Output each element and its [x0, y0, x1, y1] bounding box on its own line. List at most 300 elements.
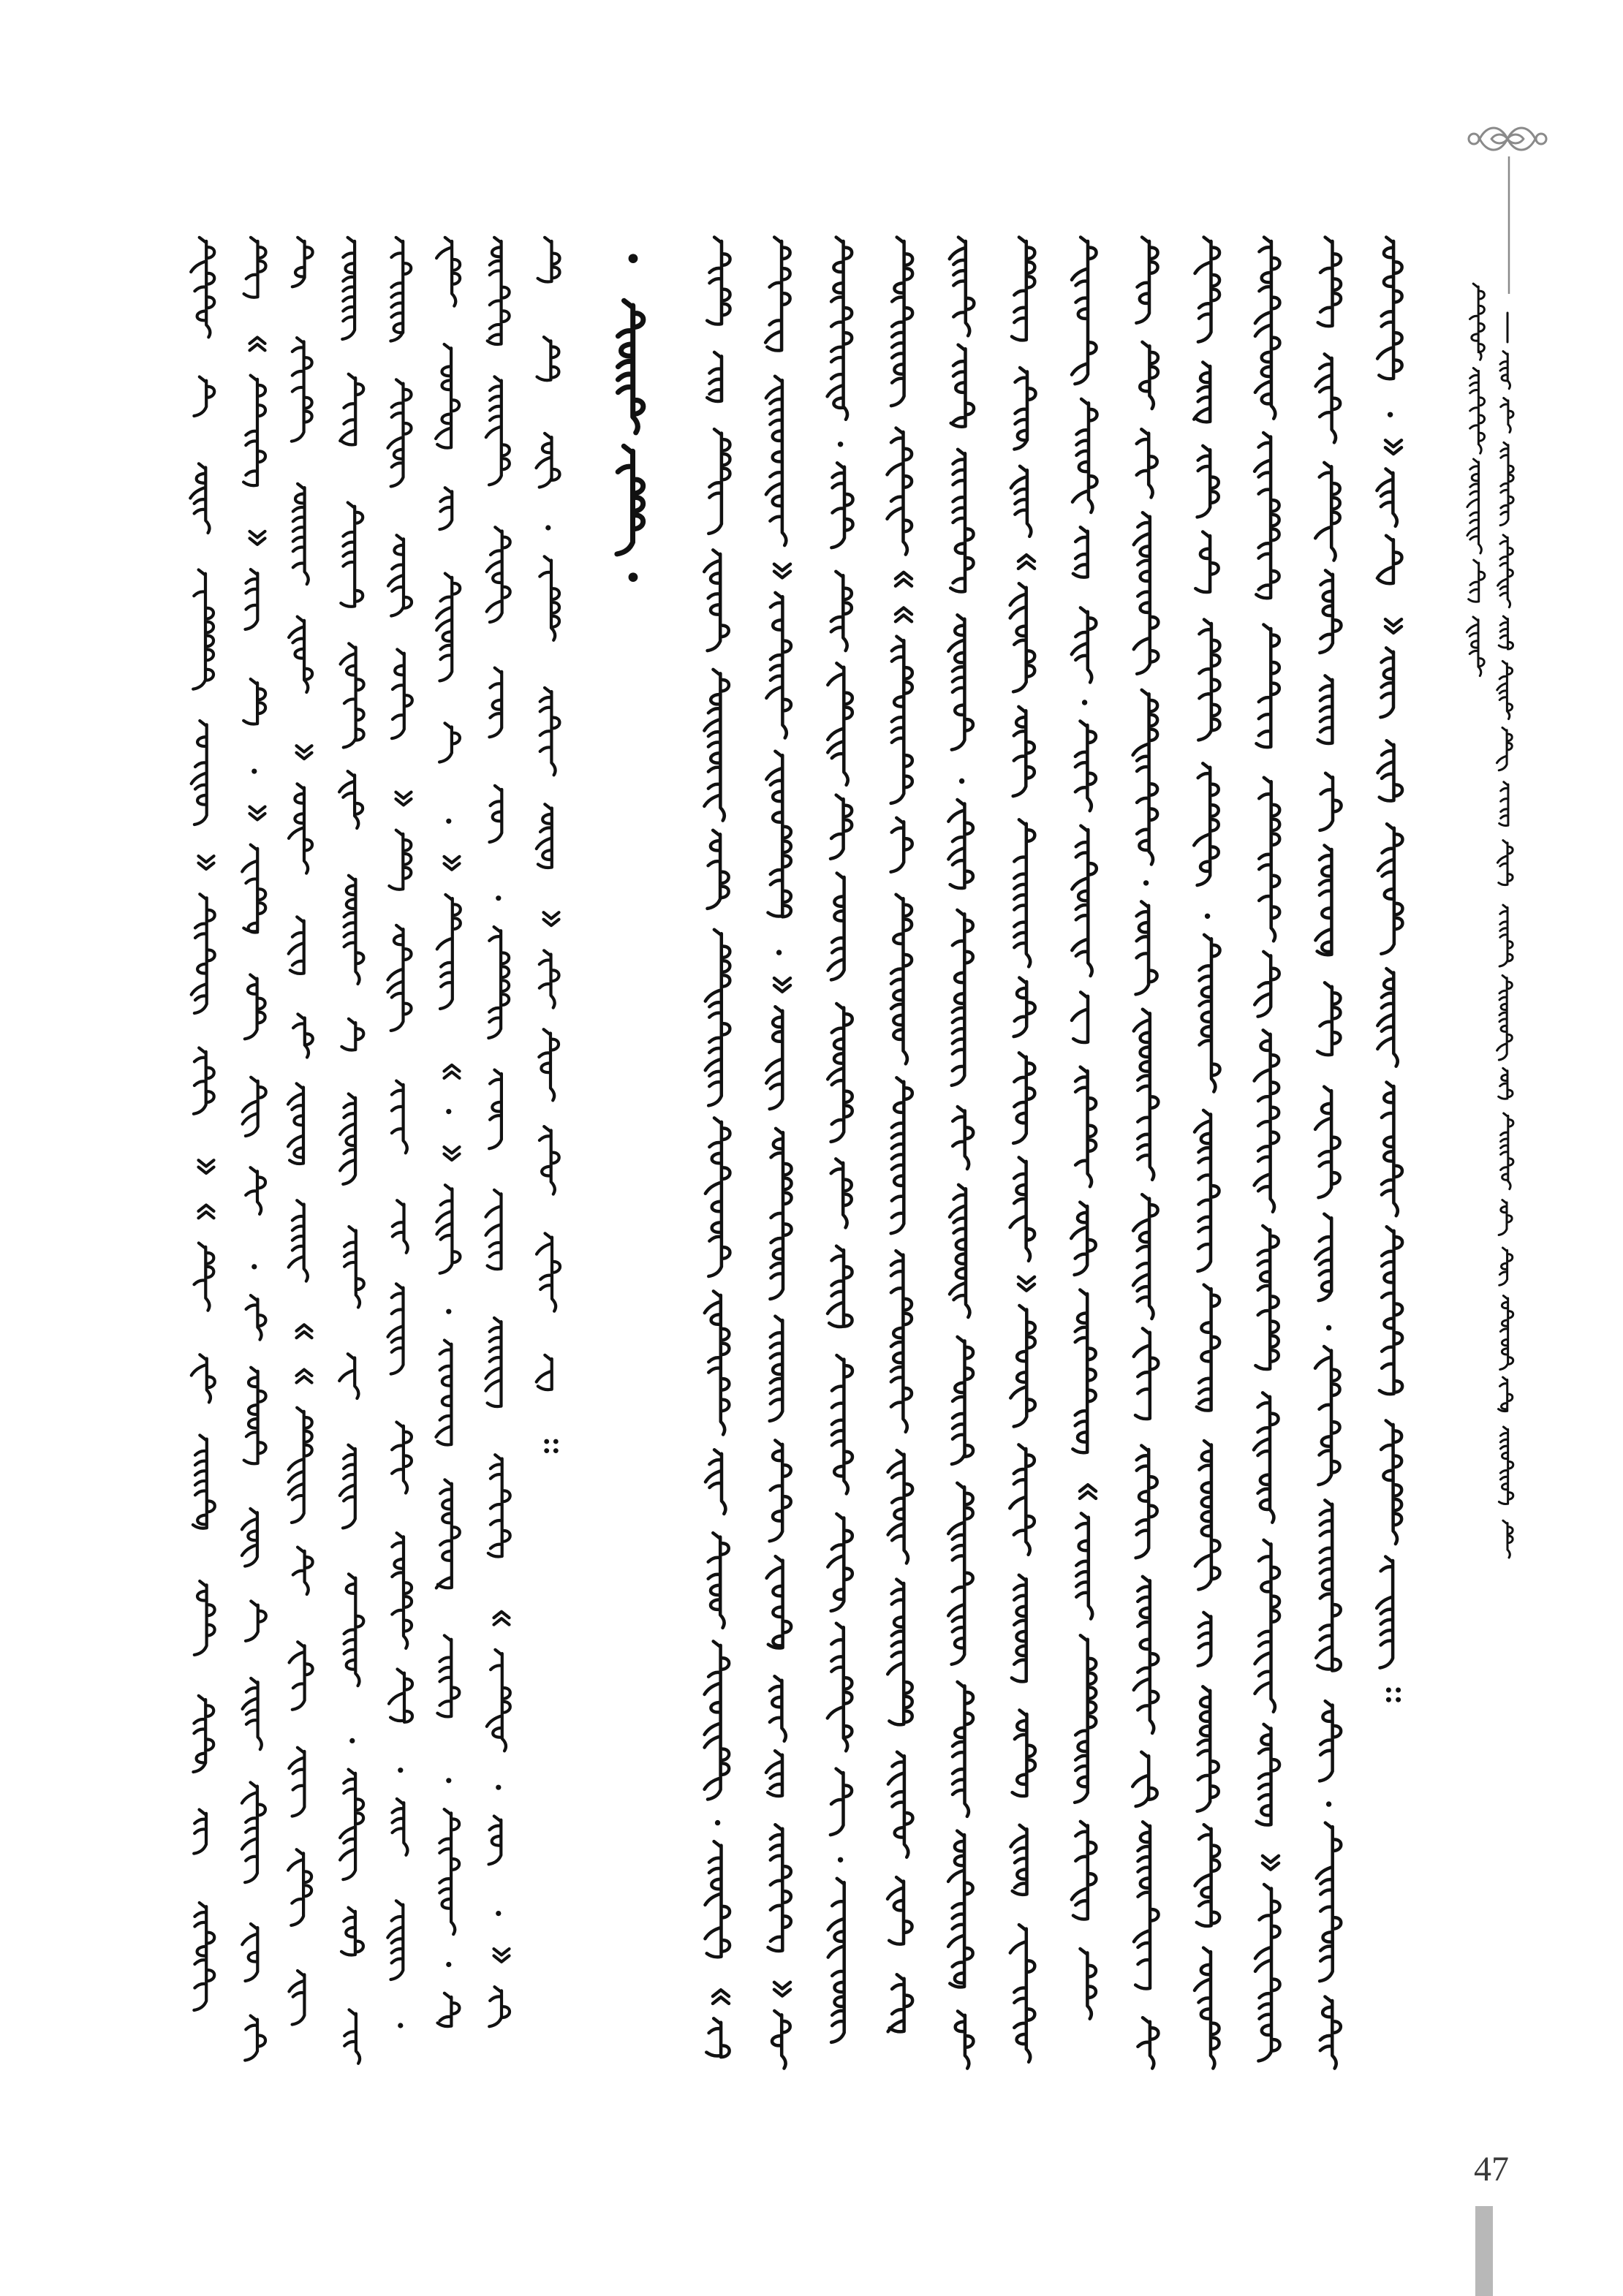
script-word: [831, 1159, 852, 1227]
script-word: [436, 238, 460, 306]
script-word: [1255, 1226, 1278, 1369]
script-word: [439, 1809, 459, 1934]
script-word: [242, 845, 265, 933]
script-word: [439, 488, 452, 529]
script-word: [1381, 1420, 1401, 1544]
close-quote-mark: [444, 1147, 460, 1160]
script-word: [339, 1354, 358, 1398]
close-quote-mark: [199, 1160, 214, 1173]
script-word: [243, 1678, 262, 1749]
script-word: [948, 800, 973, 888]
running-head-word: [1470, 368, 1485, 454]
script-word: [290, 1642, 313, 1710]
running-head-word: [1499, 1200, 1512, 1235]
script-word: [705, 1450, 725, 1514]
ornament-inner-loop: [1491, 134, 1524, 143]
middle-dot-mark: [1326, 1801, 1331, 1806]
script-word: [1198, 1686, 1219, 1811]
script-word: [891, 1251, 912, 1432]
middle-dot-mark: [545, 525, 551, 530]
script-word: [1011, 466, 1031, 537]
script-word: [828, 874, 844, 980]
script-word: [1255, 1030, 1279, 1212]
script-word: [192, 721, 207, 825]
script-word: [1257, 625, 1279, 748]
text-column: [828, 238, 853, 2042]
script-word: [708, 429, 730, 534]
script-word: [490, 786, 502, 842]
script-word: [289, 1200, 308, 1281]
middle-dot-mark: [251, 769, 257, 774]
middle-dot-mark: [1205, 914, 1210, 919]
close-quote-mark: [1385, 440, 1401, 454]
script-word: [487, 1650, 510, 1751]
script-word: [705, 1641, 730, 1799]
script-word: [1133, 690, 1158, 865]
script-word: [292, 238, 313, 287]
script-word: [891, 818, 912, 872]
verse-column: [537, 238, 561, 1453]
script-word: [486, 1190, 502, 1269]
middle-dot-mark: [446, 1962, 451, 1967]
script-word: [539, 1029, 559, 1100]
script-word: [1377, 536, 1402, 584]
script-word: [387, 1901, 403, 1979]
script-word: [344, 2009, 360, 2063]
script-word: [950, 1185, 969, 1317]
script-word: [766, 751, 791, 917]
script-word: [392, 1422, 412, 1493]
script-word: [766, 1751, 782, 1796]
close-quote-mark: [774, 978, 790, 992]
script-word: [393, 1799, 408, 1855]
script-word: [289, 617, 312, 692]
script-word: [436, 344, 459, 448]
script-word: [952, 910, 973, 1086]
script-word: [948, 615, 973, 749]
sentence-end-mark: [1386, 1688, 1401, 1702]
script-word: [1134, 1822, 1159, 1988]
edge-thumb-tab: [1475, 2206, 1493, 2296]
verse-column: [339, 238, 364, 2064]
script-word: [1318, 238, 1341, 327]
open-quote-mark: [896, 572, 912, 586]
script-word: [537, 804, 552, 868]
running-head-word: [1499, 1248, 1513, 1285]
open-quote-mark: [1018, 555, 1034, 569]
script-word: [537, 1355, 552, 1390]
script-word: [339, 771, 363, 828]
middle-dot-mark: [838, 442, 843, 447]
text-column: [1254, 238, 1280, 2061]
script-word: [770, 1129, 791, 1299]
open-quote-mark: [444, 1065, 460, 1078]
close-quote-mark: [250, 807, 265, 820]
script-word: [1378, 824, 1403, 954]
script-word: [344, 1227, 364, 1307]
text-column: [948, 238, 974, 2069]
script-word: [1316, 1500, 1341, 1670]
script-word: [1132, 1752, 1157, 1806]
script-word: [1198, 1613, 1211, 1666]
script-word: [1198, 620, 1219, 740]
script-word: [828, 1624, 852, 1751]
end-mark-dot: [1386, 1688, 1391, 1693]
script-word: [1134, 1009, 1159, 1180]
script-word: [540, 1126, 559, 1194]
script-word: [707, 352, 722, 401]
script-word: [192, 894, 215, 1013]
script-word: [891, 637, 912, 803]
running-head-word: [1499, 1377, 1513, 1412]
script-word: [488, 1455, 510, 1556]
middle-dot-mark: [446, 1109, 451, 1114]
script-word: [888, 1974, 913, 2031]
script-word: [388, 379, 412, 486]
script-word: [1255, 238, 1280, 419]
script-word: [242, 1509, 257, 1566]
script-word: [340, 374, 363, 445]
script-word: [950, 450, 973, 592]
script-word: [1194, 363, 1210, 423]
script-word: [1136, 238, 1157, 323]
script-word: [1315, 1214, 1331, 1301]
middle-dot-mark: [398, 2023, 403, 2028]
open-quote-mark: [1080, 1485, 1096, 1499]
script-word: [1072, 399, 1097, 512]
script-word: [193, 1435, 215, 1528]
script-word: [891, 1077, 912, 1233]
open-quote-mark: [713, 1990, 729, 2004]
verse-column: [242, 238, 266, 2061]
script-word: [486, 1318, 502, 1406]
script-word: [707, 238, 730, 325]
script-word: [708, 830, 729, 909]
middle-dot-mark: [349, 1738, 355, 1743]
script-word: [831, 1769, 852, 1835]
script-word: [388, 925, 412, 1031]
script-word: [437, 895, 461, 1009]
script-word: [1010, 1306, 1035, 1427]
script-word: [289, 1971, 304, 2025]
middle-dot-mark: [251, 1264, 257, 1269]
script-word: [1072, 607, 1097, 682]
text-column: [1194, 238, 1219, 2069]
running-head-word: [1497, 975, 1513, 1060]
running-head-word: [1500, 442, 1513, 525]
script-word: [246, 1601, 266, 1640]
open-quote-mark: [494, 1612, 510, 1625]
script-word: [243, 679, 265, 724]
script-word: [540, 556, 559, 640]
running-head-line: [1497, 352, 1514, 1558]
script-word: [390, 238, 411, 341]
close-quote-mark: [1018, 1277, 1034, 1291]
script-word: [772, 2011, 790, 2069]
running-head-word: [1497, 727, 1513, 770]
script-word: [708, 1533, 729, 1628]
middle-dot-mark: [776, 950, 782, 955]
script-word: [194, 1903, 214, 2010]
sentence-end-mark: [544, 1439, 558, 1453]
script-word: [537, 337, 559, 380]
heading-word: [618, 300, 643, 433]
script-word: [289, 1408, 312, 1523]
script-word: [1072, 238, 1097, 384]
text-column: [765, 238, 791, 2069]
script-word: [888, 428, 912, 555]
script-word: [1014, 819, 1034, 966]
script-word: [341, 643, 364, 747]
script-word: [1255, 433, 1279, 598]
script-word: [1014, 978, 1035, 1037]
script-word: [1198, 446, 1219, 518]
script-word: [489, 668, 502, 738]
text-column: [704, 238, 730, 2058]
script-word: [293, 484, 309, 584]
running-head: [1467, 284, 1513, 1558]
script-word: [1315, 1087, 1340, 1198]
script-word: [342, 238, 355, 339]
close-quote-mark: [544, 912, 559, 925]
script-word: [537, 1233, 560, 1311]
running-head-word: [1501, 1113, 1513, 1189]
script-word: [831, 795, 852, 859]
script-word: [1259, 778, 1279, 941]
script-word: [888, 1752, 913, 1857]
script-word: [1195, 1441, 1220, 1589]
running-head-word: [1497, 661, 1513, 719]
script-word: [1377, 1557, 1393, 1668]
script-word: [439, 723, 460, 762]
script-word: [1133, 1194, 1158, 1319]
script-word: [828, 1004, 852, 1142]
middle-dot-mark: [496, 1911, 501, 1916]
script-word: [242, 1924, 257, 1981]
script-word: [1134, 1577, 1159, 1733]
close-quote-mark: [1263, 1856, 1279, 1870]
script-word: [1136, 901, 1157, 994]
text-column: [1132, 238, 1158, 2069]
script-word: [1197, 1285, 1219, 1411]
script-word: [488, 927, 509, 1038]
end-mark-dot: [544, 1439, 549, 1444]
page-number: 47: [1474, 2150, 1509, 2189]
script-word: [489, 1070, 502, 1149]
script-word: [1377, 969, 1397, 1066]
script-word: [486, 376, 510, 485]
script-word: [389, 1670, 412, 1722]
end-mark-dot: [553, 1439, 559, 1444]
script-word: [828, 663, 852, 785]
script-word: [341, 1908, 363, 1955]
running-head-word: [1503, 1520, 1513, 1558]
running-head-word: [1500, 352, 1510, 389]
script-word: [194, 1243, 214, 1311]
script-word: [1073, 527, 1088, 577]
script-word: [436, 1341, 451, 1445]
script-word: [246, 569, 258, 629]
script-word: [1075, 1635, 1096, 1803]
script-word: [706, 2018, 729, 2057]
script-word: [191, 238, 214, 338]
script-word: [292, 338, 312, 442]
script-word: [341, 1019, 363, 1050]
script-word: [1257, 1724, 1279, 1825]
script-word: [1318, 675, 1333, 743]
script-word: [192, 1355, 215, 1402]
script-word: [770, 1316, 783, 1421]
running-head-word: [1497, 841, 1513, 885]
script-word: [194, 1048, 214, 1114]
heading-bullet-bottom: •: [624, 560, 643, 597]
open-quote-mark: [297, 1370, 312, 1383]
script-word: [341, 503, 363, 607]
open-quote-mark: [896, 608, 912, 622]
script-word: [948, 1831, 973, 1988]
script-word: [891, 895, 912, 1064]
middle-dot-mark: [1388, 412, 1393, 417]
script-word: [1195, 1825, 1220, 1926]
script-word: [193, 1696, 213, 1772]
close-quote-mark: [396, 792, 412, 806]
middle-dot-mark: [496, 1785, 501, 1790]
script-word: [705, 1841, 730, 1957]
script-word: [190, 463, 209, 533]
script-word: [832, 1355, 852, 1493]
script-word: [1134, 1328, 1159, 1419]
script-word: [948, 1483, 973, 1664]
script-word: [1012, 238, 1034, 341]
middle-dot-mark: [838, 1857, 843, 1863]
script-word: [340, 1445, 355, 1528]
knot-ornament-icon: [1469, 128, 1546, 150]
text-column: [1315, 238, 1342, 2069]
script-word: [891, 238, 912, 406]
script-word: [1200, 935, 1220, 1092]
script-word: [437, 1635, 459, 1716]
script-word: [245, 2016, 265, 2061]
running-head-word: [1498, 535, 1513, 607]
verse-column: [288, 238, 313, 2025]
script-word: [1076, 1513, 1092, 1618]
script-word: [1140, 342, 1158, 409]
script-word: [1071, 1202, 1096, 1275]
script-word: [242, 1782, 265, 1882]
script-word: [766, 376, 786, 545]
text-column: [888, 238, 913, 2032]
script-word: [340, 1094, 355, 1184]
open-quote-mark: [250, 338, 265, 351]
text-column: [1071, 238, 1097, 2019]
script-word: [1194, 763, 1219, 885]
script-word: [540, 950, 559, 1007]
verse-column: [436, 238, 461, 2026]
script-word: [766, 1007, 782, 1109]
script-word: [489, 1816, 502, 1865]
section-heading: [617, 300, 643, 554]
close-quote-mark: [774, 1982, 790, 1996]
script-word: [344, 876, 364, 984]
end-mark-dot: [1396, 1697, 1401, 1702]
middle-dot-mark: [496, 895, 501, 901]
running-head-word: [1467, 459, 1481, 553]
script-word: [704, 670, 729, 821]
script-word: [487, 527, 510, 622]
heading-text: [617, 300, 643, 554]
verse-column: [190, 238, 215, 2010]
script-word: [888, 1450, 913, 1563]
open-quote-mark: [199, 1205, 214, 1219]
script-word: [1317, 1823, 1342, 1982]
script-word: [393, 1200, 408, 1253]
script-word: [289, 917, 304, 974]
script-word: [1195, 532, 1218, 593]
script-word: [1255, 1884, 1280, 2061]
script-word: [438, 1993, 460, 2026]
running-head-word: [1499, 616, 1513, 649]
script-word: [1255, 952, 1279, 1017]
script-word: [1072, 826, 1097, 976]
script-word: [244, 1368, 266, 1464]
script-word: [1195, 1948, 1219, 2069]
script-word: [194, 1581, 215, 1655]
text-column: [1377, 238, 1402, 1702]
script-word: [1072, 1290, 1095, 1453]
running-head-word: [1469, 560, 1485, 602]
middle-dot-mark: [1326, 1325, 1331, 1330]
script-word: [489, 1987, 510, 2026]
script-word: [389, 830, 411, 890]
close-quote-mark: [494, 1949, 510, 1962]
script-word: [767, 1556, 792, 1648]
middle-dot-mark: [1143, 880, 1149, 885]
script-word: [243, 376, 265, 486]
script-word: [246, 1167, 265, 1214]
script-word: [953, 1107, 973, 1169]
script-word: [540, 688, 560, 775]
verse-column: [486, 238, 510, 2027]
script-word: [1380, 648, 1393, 717]
script-word: [705, 1291, 730, 1434]
script-word: [1377, 238, 1402, 379]
script-word: [956, 2011, 974, 2068]
script-word: [293, 1014, 313, 1057]
open-quote-mark: [297, 1325, 312, 1338]
script-word: [888, 1877, 912, 1944]
script-word: [288, 1083, 303, 1164]
running-head-word: [1470, 284, 1485, 360]
script-word: [1011, 1825, 1027, 1895]
script-word: [1012, 1575, 1026, 1682]
script-word: [340, 1770, 363, 1880]
script-word: [953, 1682, 973, 1816]
script-word: [243, 1077, 266, 1136]
body-text-lower: [190, 238, 560, 2064]
heading-word: [617, 446, 643, 554]
script-word: [244, 238, 266, 298]
script-word: [950, 238, 975, 336]
middle-dot-mark: [1082, 700, 1087, 705]
script-word: [436, 1479, 460, 1588]
script-word: [436, 574, 460, 681]
script-word: [831, 463, 852, 548]
script-word: [289, 784, 312, 873]
close-quote-mark: [444, 857, 460, 870]
end-mark-dot: [1396, 1688, 1401, 1693]
script-word: [1075, 1067, 1096, 1187]
script-word: [1013, 707, 1034, 796]
